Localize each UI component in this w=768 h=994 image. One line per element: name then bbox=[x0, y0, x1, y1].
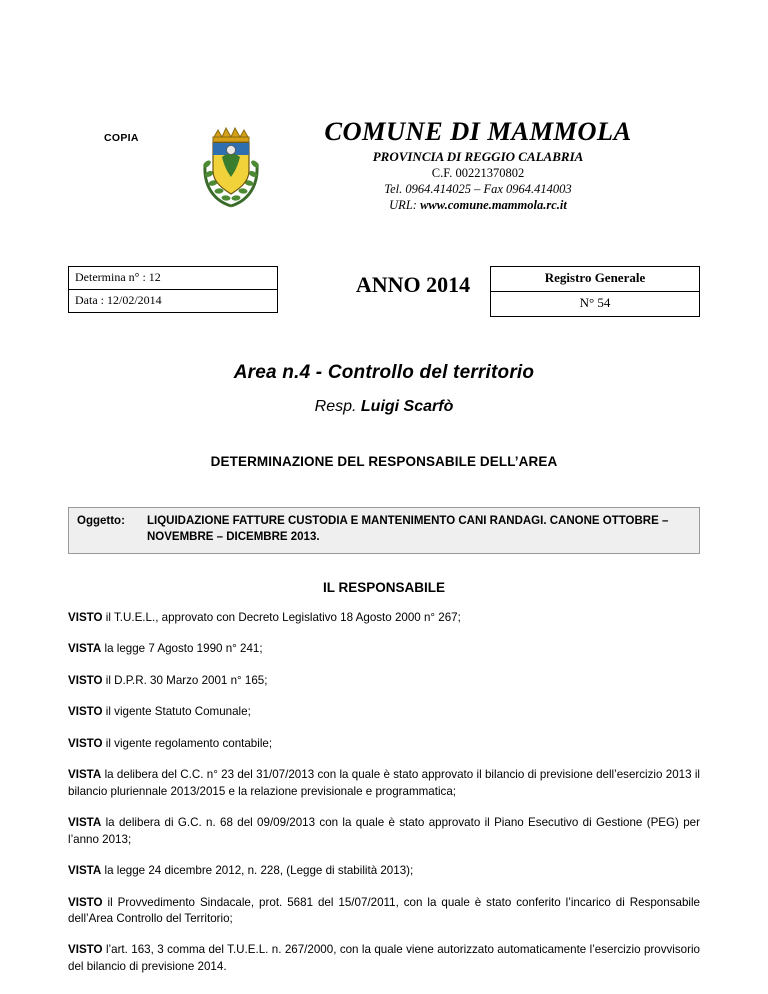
paragraph-text: il vigente regolamento contabile; bbox=[102, 736, 273, 750]
paragraph-keyword: VISTA bbox=[68, 864, 102, 878]
paragraph-text: la delibera del C.C. n° 23 del 31/07/2013 con la quale è stato approvato il bilancio di previsione dell’esercizio 2013 il bilancio pluriennale 2013/2015 e la relazione previsionale e programmatica; bbox=[68, 768, 700, 798]
body-paragraph bbox=[68, 863, 700, 879]
area-title: Area n.4 - Controllo del territorio bbox=[233, 362, 535, 383]
paragraph-keyword: VISTO bbox=[68, 673, 103, 687]
registro-generale-box bbox=[490, 266, 700, 317]
paragraph-text: il vigente Statuto Comunale; bbox=[102, 705, 251, 719]
header-text-block bbox=[268, 118, 688, 213]
paragraph-keyword: VISTO bbox=[68, 705, 103, 719]
body-paragraph bbox=[68, 610, 700, 626]
responsible-line bbox=[68, 398, 700, 416]
body-paragraph bbox=[68, 641, 700, 657]
paragraph-keyword: VISTO bbox=[68, 895, 103, 909]
registro-number: N° 54 bbox=[490, 292, 700, 317]
paragraph-text: l’art. 163, 3 comma del T.U.E.L. n. 267/2000, con la quale viene autorizzato automaticamente l’esercizio provvisorio del bilancio di previsione 2014. bbox=[68, 943, 700, 973]
page-title: COMUNE DI MAMMOLA bbox=[324, 116, 632, 146]
oggetto-box bbox=[68, 507, 700, 554]
paragraph-keyword: VISTO bbox=[68, 736, 103, 750]
determinazione-heading: DETERMINAZIONE DEL RESPONSABILE DELL’AREA bbox=[210, 454, 558, 469]
body-heading: IL RESPONSABILE bbox=[322, 580, 446, 596]
paragraph-text: la legge 7 Agosto 1990 n° 241; bbox=[101, 642, 263, 656]
determina-date: Data : 12/02/2014 bbox=[68, 290, 278, 313]
paragraph-text: il D.P.R. 30 Marzo 2001 n° 165; bbox=[102, 673, 268, 687]
determina-strip bbox=[68, 266, 700, 316]
document-header bbox=[68, 0, 700, 228]
body-paragraph bbox=[68, 942, 700, 975]
copia-marker: COPIA bbox=[104, 132, 139, 144]
registro-label: Registro Generale bbox=[490, 266, 700, 292]
body-paragraph bbox=[68, 767, 700, 800]
province-line: PROVINCIA DI REGGIO CALABRIA bbox=[372, 148, 584, 164]
paragraph-keyword: VISTA bbox=[68, 642, 102, 656]
year-heading: ANNO 2014 bbox=[355, 272, 471, 297]
url-value: www.comune.mammola.rc.it bbox=[420, 197, 567, 212]
paragraph-text: la delibera di G.C. n. 68 del 09/09/2013 con la quale è stato approvato il Piano Esecutivo di Gestione (PEG) per l’anno 2013; bbox=[68, 816, 700, 846]
determina-number: Determina n° : 12 bbox=[68, 266, 278, 290]
paragraph-keyword: VISTA bbox=[68, 768, 102, 782]
paragraph-text: il Provvedimento Sindacale, prot. 5681 del 15/07/2011, con la quale è stato conferito l’incarico di Responsabile dell’Area Controllo del Territorio; bbox=[68, 895, 700, 926]
oggetto-label: Oggetto: bbox=[77, 515, 125, 527]
paragraph-keyword: VISTO bbox=[68, 943, 103, 957]
responsible-prefix: Resp. bbox=[314, 398, 357, 415]
paragraph-keyword: VISTA bbox=[68, 816, 102, 830]
paragraph-text: il T.U.E.L., approvato con Decreto Legislativo 18 Agosto 2000 n° 267; bbox=[102, 611, 461, 625]
oggetto-text: LIQUIDAZIONE FATTURE CUSTODIA E MANTENIMENTO CANI RANDAGI. CANONE OTTOBRE – NOVEMBRE – DICEMBRE 2013. bbox=[147, 515, 669, 543]
body-paragraph bbox=[68, 704, 700, 720]
determina-box bbox=[68, 266, 278, 313]
body-paragraph bbox=[68, 815, 700, 848]
phone-line: Tel. 0964.414025 – Fax 0964.414003 bbox=[384, 181, 572, 196]
body-paragraphs bbox=[68, 610, 700, 975]
fiscal-code-line: C.F. 00221370802 bbox=[431, 165, 525, 180]
paragraph-text: la legge 24 dicembre 2012, n. 228, (Legge di stabilità 2013); bbox=[101, 864, 414, 878]
url-line bbox=[268, 198, 688, 213]
body-paragraph bbox=[68, 673, 700, 689]
responsible-name: Luigi Scarfò bbox=[360, 398, 454, 415]
coat-of-arms-icon bbox=[198, 124, 264, 210]
paragraph-keyword: VISTO bbox=[68, 611, 103, 625]
body-paragraph bbox=[68, 895, 700, 928]
url-label: URL: bbox=[389, 197, 417, 212]
body-paragraph bbox=[68, 736, 700, 752]
